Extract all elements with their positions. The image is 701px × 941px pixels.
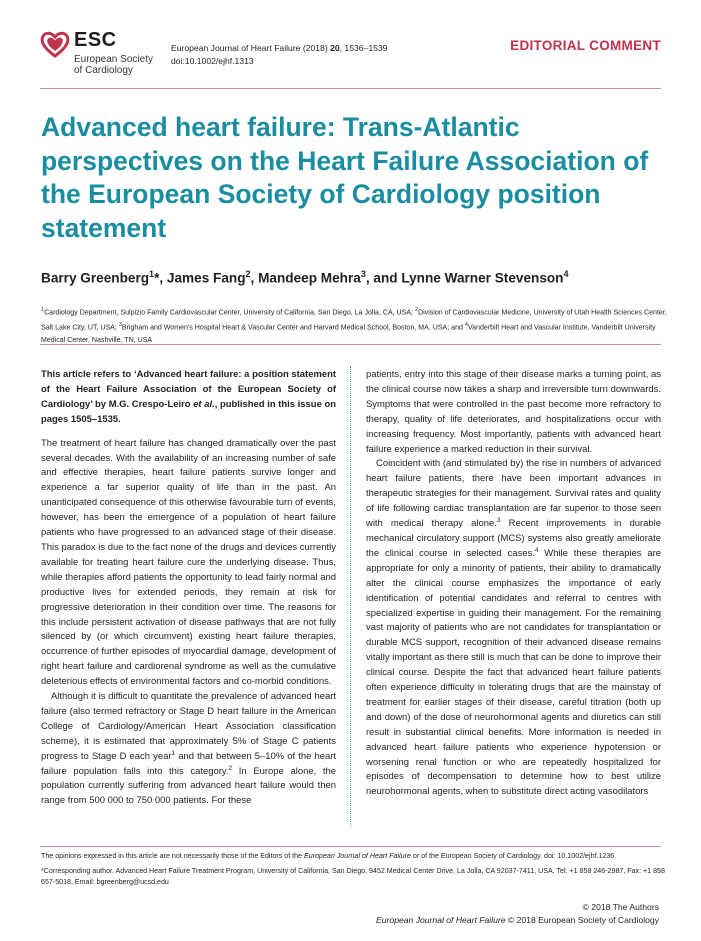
affiliation-text: Vanderbilt Heart and Vascular Institute, Vanderbilt University Medical Center, Nashville, TN, USA <box>41 324 656 344</box>
esc-logo-abbreviation: ESC <box>74 29 117 51</box>
citation-ref[interactable]: 3 <box>496 516 501 524</box>
journal-volume: 20 <box>330 43 340 53</box>
author-name: Mandeep Mehra <box>258 270 361 286</box>
column-divider <box>350 366 351 826</box>
author-list: Barry Greenberg$^1$*, James Fang$^2$, Mandeep Mehra$^3$, and Lynne Warner Stevenson$^4$ <box>41 269 569 286</box>
author-affiliations <box>41 304 669 347</box>
body-column-right <box>366 368 661 800</box>
journal-doi[interactable]: doi:10.1002/ejhf.1313 <box>171 56 254 66</box>
body-column-left <box>41 368 336 809</box>
esc-heart-logo-icon <box>40 30 70 58</box>
article-title: Advanced heart failure: Trans-Atlantic perspectives on the Heart Failure Association of the European Society of Cardiology position statement <box>41 112 649 243</box>
citation-ref[interactable]: 2 <box>228 764 233 772</box>
author-affiliation-ref: 4 <box>563 269 569 279</box>
author-name: Barry Greenberg <box>41 270 150 286</box>
journal-citation-line <box>171 42 387 55</box>
section-label: EDITORIAL COMMENT <box>510 38 661 53</box>
esc-logo-name-line2: of Cardiology <box>74 65 133 76</box>
affiliation-number: 3 <box>118 322 122 329</box>
affiliations-divider <box>40 344 661 345</box>
body-paragraph: Coincident with (and stimulated by) the rise in numbers of advanced heart failure patients, there have been important advances in therapeutic strategies for their management. Survival rates and quality of life following cardiac transplantation are far superior to those seen with medical therapy alone.$^3$ Recent improvements in durable mechanical circulatory support (MCS) systems also greatly ameliorate the clinical course in selected cases.$^4$ While these therapies are appropriate for only a minority of patients, their ability to dramatically alter the clinical course emphasizes the importance of early identification of potential candidates and referral to centres with specialized expertise in guiding their management. For the remaining vast majority of patients who are not candidates for transplantation or durable MCS support, recognition of their advanced disease remains vitally important as there still is much that can be done to improve their clinical course. Despite the fact that advanced heart failure patients often experience difficulty in tolerating drugs that are the mainstay of treatment for earlier stages of their disease, careful titration (both up and down) of the dose of neurohormonal agents and diuretics can still result in substantial clinical benefits. More information is needed in advanced heart failure patients who experience hypotension or worsening renal function or who are repeatedly hospitalized for episodes of decompensation to determine how to best utilize neurohormonal agents, when to substitute direct acting vasodilators <box>366 458 661 798</box>
body-paragraph: Although it is difficult to quantitate the prevalence of advanced heart failure (also termed refractory or Stage D heart failure in the American College of Cardiology/American Heart Association classification scheme), it is estimated that approximately 5% of Stage C patients progress to Stage D each year$^1$ and that between 5–10% of the heart failure population falls into this category.$^2$ In Europe alone, the population currently suffering from advanced heart failure would then range from 500 000 to 750 000 patients. For these <box>41 691 336 807</box>
affiliation-number: 1 <box>41 307 45 313</box>
affiliation-text: Brigham and Women's Hospital Heart & Vascular Center and Harvard Medical School, Boston, MA, USA; and <box>121 324 465 332</box>
citation-ref[interactable]: 1 <box>171 749 176 757</box>
header-divider <box>40 88 661 89</box>
affiliation-number: 4 <box>464 322 468 329</box>
journal-name: European Journal of Heart Failure <box>171 43 301 53</box>
editorial-disclaimer: The opinions expressed in this article are not necessarily those of the Editors of the European Journal of Heart Failure or of the European Society of Cardiology. doi: 10.1002/ejhf.1236 <box>41 852 615 860</box>
esc-logo-name-line1: European Society <box>74 54 153 65</box>
affiliation-text: Cardiology Department, Sulpizio Family Cardiovascular Center, University of California, San Diego, La Jolla, CA, USA; <box>44 309 415 317</box>
corresponding-author-mark: * <box>154 270 160 286</box>
body-paragraph: patients, entry into this stage of their disease marks a turning point, as the clinical course now takes a sharp and irreversible turn downwards. Symptoms that were controlled in the past become more refractory to therapy, quality of life deteriorates, and hospitalizations occur with increasing frequency. Most importantly, patients with advanced heart failure experience a marked reduction in their survival. <box>366 369 661 455</box>
author-name: Lynne Warner Stevenson <box>401 270 564 286</box>
citation-ref[interactable]: 4 <box>534 546 539 554</box>
journal-citation <box>171 42 387 68</box>
affiliation-text: Division of Cardiovascular Medicine, University of Utah Health Sciences Center, Salt Lake City, UT, USA; <box>41 309 667 332</box>
author-affiliation-ref: 2 <box>245 269 251 279</box>
journal-year: (2018) <box>302 43 328 53</box>
esc-logo-name <box>74 54 174 76</box>
author-name: James Fang <box>166 270 246 286</box>
author-affiliation-ref: 1 <box>149 269 155 279</box>
author-affiliation-ref: 3 <box>360 269 366 279</box>
body-paragraph: The treatment of heart failure has changed dramatically over the past several decades. With the availability of an increasing number of safe and effective therapies, heart failure patients survive longer and experience a far superior quality of life than in the past. An unanticipated consequence of this otherwise favourable turn of events, however, has been the emergence of a population of heart failure patients who have progressed to an advanced stage of their disease. This paradox is due to the fact none of the drugs and devices currently available for treating heart failure cure the underlying disease. Thus, while therapies afford patients the opportunity to lead fairly normal and productive lives for extended periods, they remain at risk for progressive deterioration in their condition over time. The reasons for this include persistent activation of disease pathways that are not fully silenced by (or which circumvent) existing heart failure therapies, occurrence of further episodes of myocardial damage, development of right heart failure and cardiorenal syndrome as well as the cumulative deleterious effects of environmental factors and co-morbid conditions. <box>41 437 336 688</box>
copyright-authors: © 2018 The Authors <box>582 902 659 912</box>
affiliation-number: 2 <box>414 307 419 313</box>
footer-divider <box>40 846 661 847</box>
journal-pages: , 1536–1539 <box>339 43 388 53</box>
corresponding-author-note: *Corresponding author. Advanced Heart Failure Treatment Program, University of California, San Diego, 9452 Medical Center Drive, La Jolla, CA 92037-7411, USA. Tel: +1 858 246-2987, Fax: +1 858 657-5018, Email: bgreenberg@ucsd.edu <box>41 867 665 886</box>
related-article-note[interactable]: This article refers to ‘Advanced heart failure: a position statement of the Heart Failure Association of the European Society of Cardiology’ by M.G. Crespo-Leiro et al., published in this issue on pages 1505–1535. <box>41 369 336 425</box>
copyright-journal: European Journal of Heart Failure © 2018 European Society of Cardiology <box>376 915 659 925</box>
